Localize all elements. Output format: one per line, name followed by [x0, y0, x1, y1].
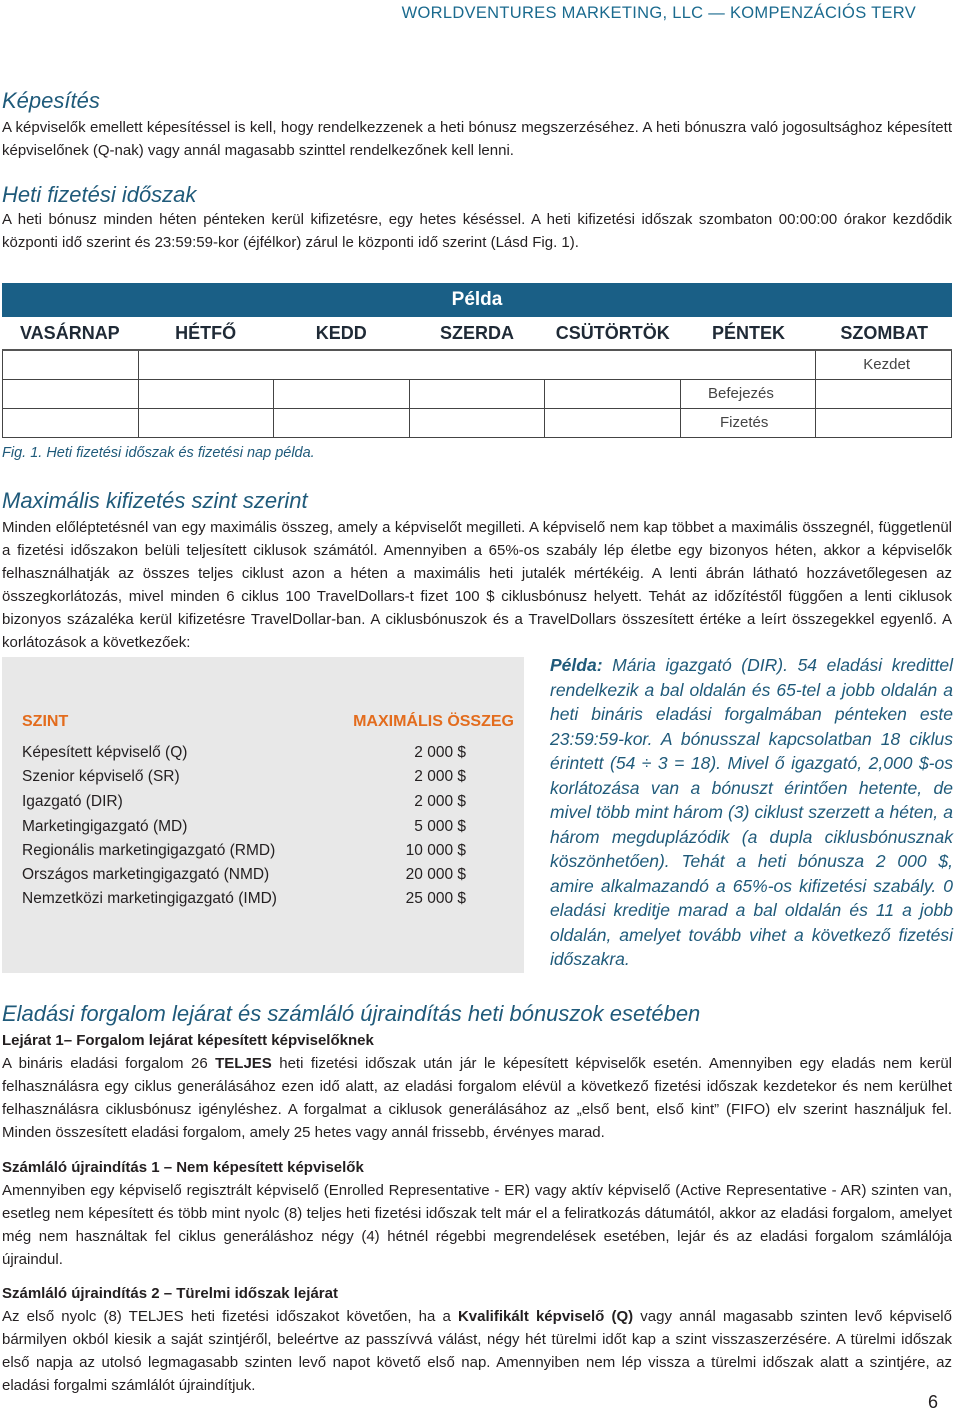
limits-col-max: MAXIMÁLIS ÖSSZEG	[353, 713, 514, 730]
document-header: WORLDVENTURES MARKETING, LLC — KOMPENZÁCIÓS TERV	[401, 4, 916, 22]
expiry-s3-text-end: vagy annál magasabb szinten levő képviselő bármilyen okból kiesik a saját szintjéről, beleértve az passzívvá válást, négy hét türelmi időt kap a szint visszaszerzésére. A türelmi időszak első napja az utolsó legmagasabb szinten levő napot követő első nap. Amennyiben nem lép vissza a türelmi időszak alatt a szintjére, az eladási forgalmi számlálót újraindítjuk.	[2, 1308, 952, 1394]
figure-caption: Fig. 1. Heti fizetési időszak és fizetési nap példa.	[2, 445, 315, 461]
max-payout-text: Minden előléptetésnél van egy maximális összeg, amely a képviselőt megilleti. A képviselő nem kap többet a maximális összegnél, függetlenül a fizetési időszakon belüli teljesített ciklusok számától. Amennyiben a 65%-os szabály lép életbe egy bizonyos héten, akkor a képviselők felhasználhatják az összes teljes ciklust azon a héten a maximális heti jutalék mértékéig. A lenti ábrán látható hozzávetőlegesen az összegkorlátozás, mivel minden 6 ciklus 100 TravelDollars-t fizet 100 $ ciklusbónusz helyett. Tehát az időzítéstől függően a lenti ciklusok bizonyos százaléka kerül kifizetésre TravelDollar-ban. A ciklusbónuszok és a TravelDollars összesített értéke a leírt összegekkel egyenlő. A korlátozások a következőek:	[2, 519, 952, 651]
day-saturday: SZOMBAT	[840, 323, 928, 343]
expiry-title: Eladási forgalom lejárat és számláló újraindítás heti bónuszok esetében	[2, 1001, 701, 1026]
example-week-table	[2, 283, 952, 438]
day-thursday: CSÜTÖRTÖK	[555, 323, 670, 343]
payment-label: Fizetés	[720, 414, 769, 431]
expiry-s3-title: Számláló újraindítás 2 – Türelmi időszak lejárat	[2, 1285, 338, 1302]
max-payout-title: Maximális kifizetés szint szerint	[2, 488, 308, 513]
example-heading: Példa	[2, 283, 952, 317]
example-row-3	[2, 409, 952, 438]
side-example	[550, 653, 953, 972]
limit-amount-nmd: 20 000 $	[405, 866, 466, 883]
limit-amount-sr: 2 000 $	[414, 768, 466, 785]
limit-amount-dir: 2 000 $	[414, 793, 466, 810]
pay-period-title: Heti fizetési időszak	[2, 182, 197, 207]
day-wednesday: SZERDA	[440, 323, 515, 343]
expiry-section-1	[2, 1029, 952, 1144]
expiry-s2-title: Számláló újraindítás 1 – Nem képesített képviselők	[2, 1159, 364, 1176]
limit-level-rmd: Regionális marketingigazgató (RMD)	[22, 842, 276, 859]
example-row-2	[2, 380, 952, 409]
limit-amount-rmd: 10 000 $	[405, 842, 466, 859]
limit-level-md: Marketingigazgató (MD)	[22, 818, 188, 835]
day-tuesday: KEDD	[315, 323, 367, 343]
expiry-section-2	[2, 1156, 952, 1271]
expiry-s3-bold: Kvalifikált képviselő (Q)	[457, 1308, 634, 1325]
limit-amount-md: 5 000 $	[414, 818, 466, 835]
expiry-section-3	[2, 1282, 952, 1397]
expiry-s3-text-start: Az első nyolc (8) TELJES heti fizetési időszakot követően, ha a	[2, 1308, 458, 1325]
page-number: 6	[927, 1392, 938, 1412]
start-label: Kezdet	[863, 356, 910, 373]
limit-level-dir: Igazgató (DIR)	[22, 793, 123, 810]
expiry-s1-text-start: A bináris eladási forgalom 26	[2, 1055, 216, 1072]
expiry-s1-bold: TELJES	[215, 1055, 272, 1072]
expiry-s2-text: Amennyiben egy képviselő regisztrált képviselő (Enrolled Representative - ER) vagy aktív képviselő (Active Representative - AR) szinten van, esetleg nem képesített és több mint nyolc (8) teljes heti fizetési időszak telt már el a feliratkozás dátumától, akkor az eladási forgalom, amelyet még nem használtak fel ciklus generáláshoz négy (4) hétnél régebbi megrendelések esetében, lejár és az eladási forgalom számlálója újraindul.	[2, 1182, 952, 1268]
limits-col-level: SZINT	[22, 713, 69, 730]
example-row-1	[2, 351, 952, 380]
weekday-header-row	[2, 317, 952, 351]
qualification-title: Képesítés	[2, 88, 100, 113]
limits-table	[2, 657, 524, 973]
side-example-text: Mária igazgató (DIR). 54 eladási kredittel rendelkezik a bal oldalán és 65-tel a jobb oldalán a heti bináris eladási forgalmában pénteken este 23:59:59-kor. A bónusszal kapcsolatban 18 ciklus érintett (54 ÷ 3 = 18). Mivel ő igazgató, 2,000 $-os korlátozása van a bónuszt érintően hetente, de mivel több mint három (3) ciklust szerzett a héten, a három megduplázódik (a dupla ciklusbónusznak köszönhetően). Tehát a heti bónusza 2 000 $, amire alkalmazandó a 65%-os kifizetési szabály. 0 eladási kreditje marad a bal oldalán és 11 a jobb oldalán, amelyet tovább vihet a következő fizetési időszakra.	[550, 655, 953, 969]
limit-amount-q: 2 000 $	[414, 744, 466, 761]
day-sunday: VASÁRNAP	[20, 323, 120, 343]
limit-level-imd: Nemzetközi marketingigazgató (IMD)	[22, 890, 277, 907]
limit-level-q: Képesített képviselő (Q)	[22, 744, 188, 761]
day-monday: HÉTFŐ	[175, 323, 237, 343]
qualification-text: A képviselők emellett képesítéssel is kell, hogy rendelkezzenek a heti bónusz megszerzéséhez. A heti bónuszra való jogosultsághoz képesített képviselőnek (Q-nak) vagy annál magasabb szinttel rendelkezőnek kell lenni.	[2, 119, 952, 159]
limit-level-sr: Szenior képviselő (SR)	[22, 768, 180, 785]
end-label: Befejezés	[708, 385, 774, 402]
side-example-lead: Példa:	[550, 655, 603, 675]
pay-period-text: A heti bónusz minden héten pénteken kerül kifizetésre, egy hetes késéssel. A heti kifizetési időszak szombaton 00:00:00 órakor kezdődik központi idő szerint és 23:59:59-kor (éjfélkor) zárul le központi idő szerint (Lásd Fig. 1).	[2, 211, 952, 251]
day-friday: PÉNTEK	[711, 323, 785, 343]
limit-level-nmd: Országos marketingigazgató (NMD)	[22, 866, 270, 883]
limit-amount-imd: 25 000 $	[405, 890, 466, 907]
expiry-s1-text-end: heti fizetési időszak után jár le képesített képviselők esetén. Amennyiben egy eladás nem kerül felhasználásra egy ciklus generálásához ezen idő alatt, az eladási forgalom elévül a következő fizetési időszak kezdetekor és nem kerülhet felhasználásra ciklusbónusz igényléshez. A forgalmat a ciklusok generálásához az „első bent, első kint” (FIFO) elv szerint használjuk fel. Minden összesített eladási forgalom, amely 25 hetes vagy annál frissebb, érvényes marad.	[2, 1055, 953, 1141]
expiry-s1-title: Lejárat 1– Forgalom lejárat képesített képviselőknek	[2, 1032, 374, 1049]
